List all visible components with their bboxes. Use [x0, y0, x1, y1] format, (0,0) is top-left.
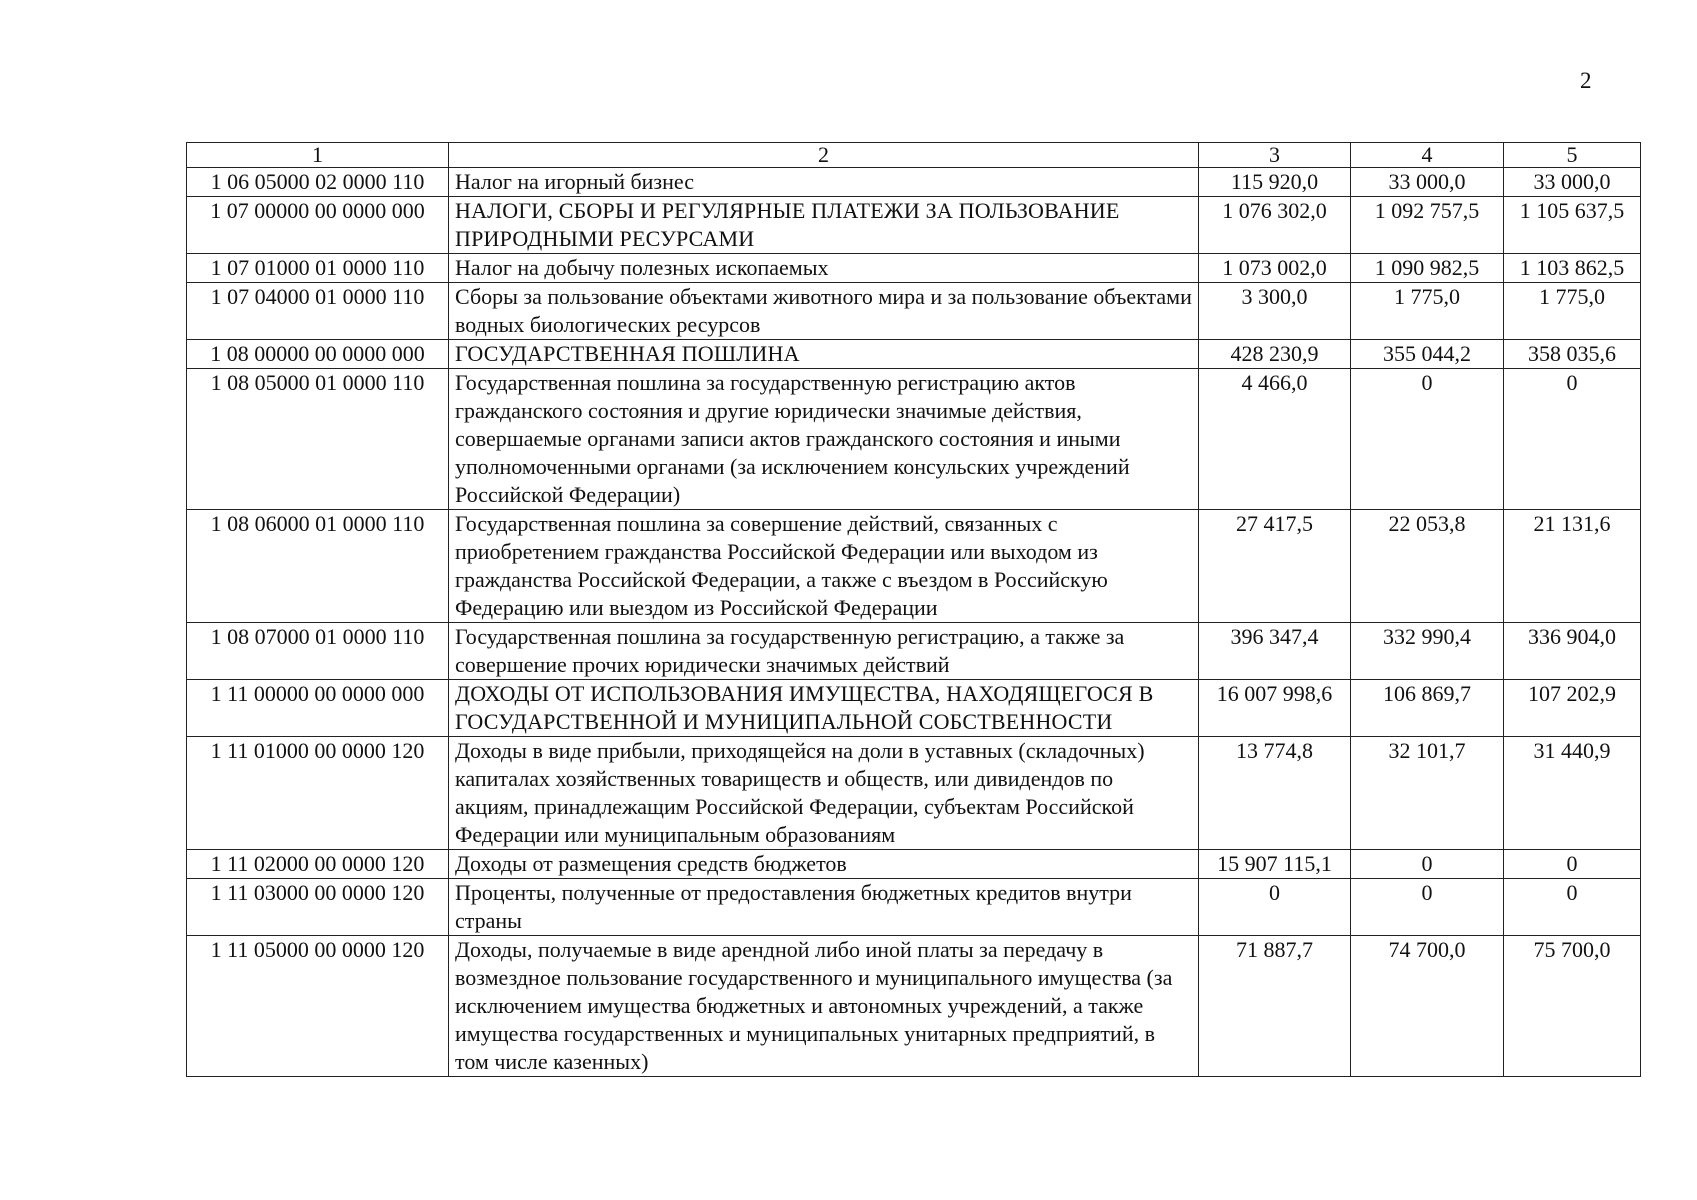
amount-col-4: 32 101,7: [1351, 737, 1504, 850]
amount-col-3: 3 300,0: [1199, 283, 1351, 340]
column-header-4: 4: [1351, 143, 1504, 168]
classification-code: 1 11 02000 00 0000 120: [187, 850, 449, 879]
amount-col-3: 4 466,0: [1199, 369, 1351, 510]
amount-col-5: 0: [1504, 369, 1641, 510]
table-row: [187, 283, 1641, 340]
amount-col-3: 16 007 998,6: [1199, 680, 1351, 737]
classification-code: 1 11 05000 00 0000 120: [187, 936, 449, 1077]
amount-col-5: 336 904,0: [1504, 623, 1641, 680]
table-row: [187, 879, 1641, 936]
revenue-name: Налог на добычу полезных ископаемых: [449, 254, 1199, 283]
table-row: [187, 197, 1641, 254]
revenue-name: ГОСУДАРСТВЕННАЯ ПОШЛИНА: [449, 340, 1199, 369]
revenue-name: Доходы от размещения средств бюджетов: [449, 850, 1199, 879]
revenue-name: Государственная пошлина за совершение действий, связанных с приобретением гражданства Российской Федерации или выходом из гражданства Российской Федерации, а также с въездом в Российскую Федерацию или выездом из Российской Федерации: [449, 510, 1199, 623]
amount-col-5: 0: [1504, 850, 1641, 879]
table-row: [187, 254, 1641, 283]
classification-code: 1 07 04000 01 0000 110: [187, 283, 449, 340]
table-row: [187, 168, 1641, 197]
amount-col-3: 1 073 002,0: [1199, 254, 1351, 283]
revenue-name: Проценты, полученные от предоставления бюджетных кредитов внутри страны: [449, 879, 1199, 936]
amount-col-5: 107 202,9: [1504, 680, 1641, 737]
amount-col-4: 33 000,0: [1351, 168, 1504, 197]
amount-col-4: 22 053,8: [1351, 510, 1504, 623]
revenue-name: ДОХОДЫ ОТ ИСПОЛЬЗОВАНИЯ ИМУЩЕСТВА, НАХОДЯЩЕГОСЯ В ГОСУДАРСТВЕННОЙ И МУНИЦИПАЛЬНОЙ СОБСТВЕННОСТИ: [449, 680, 1199, 737]
amount-col-5: 0: [1504, 879, 1641, 936]
revenue-name: Государственная пошлина за государственную регистрацию актов гражданского состояния и другие юридически значимые действия, совершаемые органами записи актов гражданского состояния и иными уполномоченными органами (за исключением консульских учреждений Российской Федерации): [449, 369, 1199, 510]
amount-col-3: 15 907 115,1: [1199, 850, 1351, 879]
amount-col-4: 0: [1351, 879, 1504, 936]
amount-col-4: 355 044,2: [1351, 340, 1504, 369]
amount-col-4: 1 092 757,5: [1351, 197, 1504, 254]
amount-col-3: 428 230,9: [1199, 340, 1351, 369]
amount-col-5: 1 105 637,5: [1504, 197, 1641, 254]
page-number: 2: [1580, 68, 1592, 93]
amount-col-3: 71 887,7: [1199, 936, 1351, 1077]
classification-code: 1 11 01000 00 0000 120: [187, 737, 449, 850]
amount-col-5: 31 440,9: [1504, 737, 1641, 850]
amount-col-5: 33 000,0: [1504, 168, 1641, 197]
amount-col-5: 358 035,6: [1504, 340, 1641, 369]
column-header-5: 5: [1504, 143, 1641, 168]
classification-code: 1 07 00000 00 0000 000: [187, 197, 449, 254]
table-row: [187, 340, 1641, 369]
amount-col-4: 1 775,0: [1351, 283, 1504, 340]
revenue-name: Сборы за пользование объектами животного мира и за пользование объектами водных биологических ресурсов: [449, 283, 1199, 340]
table-row: [187, 510, 1641, 623]
column-header-1: 1: [187, 143, 449, 168]
amount-col-4: 0: [1351, 369, 1504, 510]
classification-code: 1 11 03000 00 0000 120: [187, 879, 449, 936]
revenue-name: Доходы, получаемые в виде арендной либо иной платы за передачу в возмездное пользование государственного и муниципального имущества (за исключением имущества бюджетных и автономных учреждений, а также имущества государственных и муниципальных унитарных предприятий, в том числе казенных): [449, 936, 1199, 1077]
table-row: [187, 623, 1641, 680]
table-row: [187, 737, 1641, 850]
column-header-3: 3: [1199, 143, 1351, 168]
amount-col-4: 332 990,4: [1351, 623, 1504, 680]
column-header-2: 2: [449, 143, 1199, 168]
classification-code: 1 08 07000 01 0000 110: [187, 623, 449, 680]
amount-col-5: 1 775,0: [1504, 283, 1641, 340]
table-row: [187, 680, 1641, 737]
classification-code: 1 08 06000 01 0000 110: [187, 510, 449, 623]
classification-code: 1 08 00000 00 0000 000: [187, 340, 449, 369]
table-row: [187, 369, 1641, 510]
table-row: [187, 850, 1641, 879]
table-header-row: [187, 143, 1641, 168]
amount-col-3: 115 920,0: [1199, 168, 1351, 197]
amount-col-4: 0: [1351, 850, 1504, 879]
amount-col-5: 75 700,0: [1504, 936, 1641, 1077]
amount-col-4: 1 090 982,5: [1351, 254, 1504, 283]
classification-code: 1 06 05000 02 0000 110: [187, 168, 449, 197]
classification-code: 1 07 01000 01 0000 110: [187, 254, 449, 283]
revenue-name: НАЛОГИ, СБОРЫ И РЕГУЛЯРНЫЕ ПЛАТЕЖИ ЗА ПОЛЬЗОВАНИЕ ПРИРОДНЫМИ РЕСУРСАМИ: [449, 197, 1199, 254]
budget-revenue-table: [186, 142, 1641, 1077]
amount-col-4: 106 869,7: [1351, 680, 1504, 737]
revenue-name: Доходы в виде прибыли, приходящейся на доли в уставных (складочных) капиталах хозяйственных товариществ и обществ, или дивидендов по акциям, принадлежащим Российской Федерации, субъектам Российской Федерации или муниципальным образованиям: [449, 737, 1199, 850]
revenue-name: Государственная пошлина за государственную регистрацию, а также за совершение прочих юридически значимых действий: [449, 623, 1199, 680]
amount-col-5: 1 103 862,5: [1504, 254, 1641, 283]
classification-code: 1 08 05000 01 0000 110: [187, 369, 449, 510]
amount-col-3: 13 774,8: [1199, 737, 1351, 850]
amount-col-3: 1 076 302,0: [1199, 197, 1351, 254]
amount-col-3: 0: [1199, 879, 1351, 936]
amount-col-5: 21 131,6: [1504, 510, 1641, 623]
revenue-name: Налог на игорный бизнес: [449, 168, 1199, 197]
amount-col-3: 27 417,5: [1199, 510, 1351, 623]
table-row: [187, 936, 1641, 1077]
classification-code: 1 11 00000 00 0000 000: [187, 680, 449, 737]
amount-col-4: 74 700,0: [1351, 936, 1504, 1077]
amount-col-3: 396 347,4: [1199, 623, 1351, 680]
